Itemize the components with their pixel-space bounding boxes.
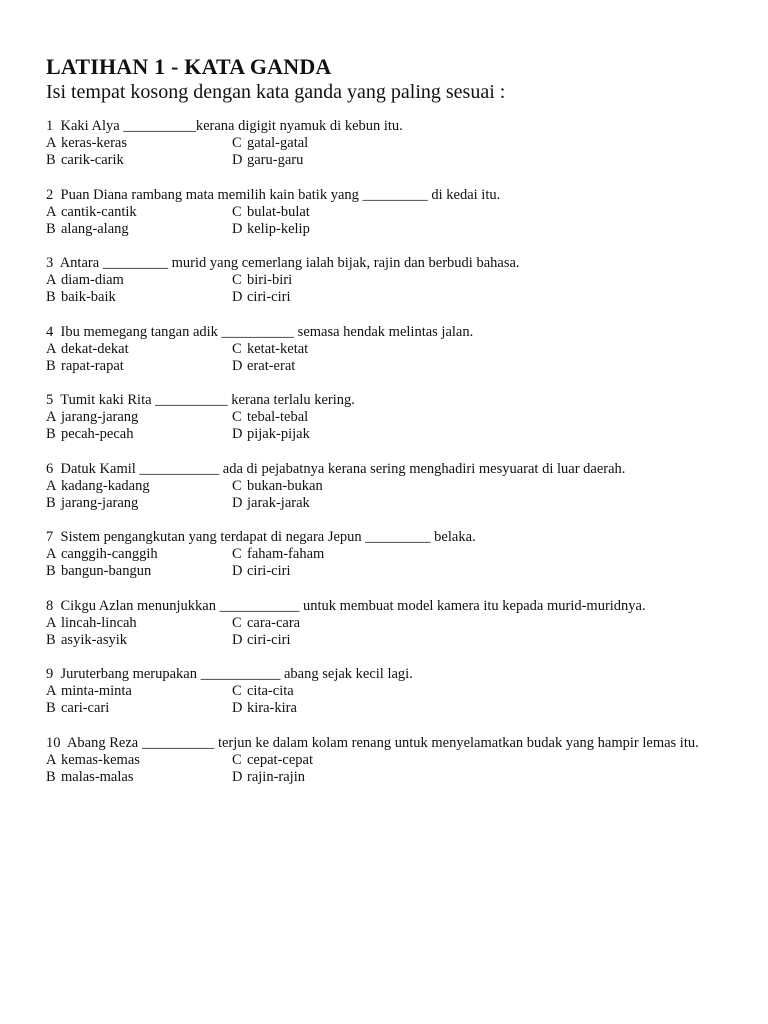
- option-d-text: ciri-ciri: [247, 631, 291, 648]
- option-b: [46, 495, 232, 512]
- option-letter: A: [46, 135, 57, 151]
- option-letter: C: [232, 751, 242, 768]
- option-letter: A: [46, 751, 57, 768]
- option-d-text: pijak-pijak: [247, 426, 310, 442]
- option-row: [46, 546, 736, 563]
- option-b: [46, 152, 232, 169]
- option-row: [46, 426, 736, 443]
- option-row: [46, 409, 736, 426]
- option-row: [46, 358, 736, 375]
- option-c: [232, 272, 292, 289]
- option-letter: B: [46, 563, 56, 579]
- option-row: [46, 752, 736, 769]
- option-b: [46, 563, 232, 580]
- option-b: [46, 426, 232, 443]
- option-d: [232, 152, 303, 169]
- option-letter: B: [46, 494, 56, 511]
- option-c: [232, 546, 324, 563]
- option-c-text: cepat-cepat: [247, 751, 314, 768]
- option-d-text: jarak-jarak: [247, 494, 310, 511]
- option-b-text: jarang-jarang: [61, 494, 139, 511]
- option-a-text: canggih-canggih: [61, 546, 158, 562]
- option-letter: C: [232, 614, 242, 631]
- option-d-text: ciri-ciri: [247, 563, 291, 579]
- option-d-text: kelip-kelip: [247, 220, 310, 237]
- question-text: 9 Juruterbang merupakan ___________ abang sejak kecil lagi.: [46, 666, 413, 682]
- option-b-text: rapat-rapat: [61, 357, 124, 374]
- option-row: [46, 563, 736, 580]
- option-b-text: asyik-asyik: [61, 631, 128, 648]
- option-c-text: tebal-tebal: [247, 409, 309, 425]
- option-letter: C: [232, 135, 242, 151]
- question-item: [46, 392, 736, 443]
- option-d-text: ciri-ciri: [247, 289, 291, 305]
- option-a: [46, 546, 232, 563]
- option-d-text: kira-kira: [247, 700, 297, 716]
- option-letter: A: [46, 477, 57, 494]
- option-c-text: bukan-bukan: [247, 477, 323, 494]
- option-row: [46, 152, 736, 169]
- option-a: [46, 478, 232, 495]
- option-a: [46, 204, 232, 221]
- worksheet-title: LATIHAN 1 - KATA GANDA: [46, 54, 332, 79]
- option-row: [46, 221, 736, 238]
- option-a-text: keras-keras: [61, 135, 128, 151]
- option-a-text: kadang-kadang: [61, 477, 150, 494]
- option-a-text: diam-diam: [61, 272, 124, 288]
- option-a-text: jarang-jarang: [61, 409, 139, 425]
- option-c: [232, 683, 294, 700]
- question-text: 7 Sistem pengangkutan yang terdapat di negara Jepun _________ belaka.: [46, 529, 476, 545]
- option-a: [46, 683, 232, 700]
- option-c-text: cita-cita: [247, 683, 294, 699]
- option-letter: C: [232, 546, 242, 562]
- option-letter: A: [46, 272, 57, 288]
- option-letter: D: [232, 768, 243, 785]
- option-letter: A: [46, 409, 57, 425]
- option-letter: B: [46, 426, 56, 442]
- option-c-text: gatal-gatal: [247, 135, 309, 151]
- option-letter: D: [232, 631, 243, 648]
- option-letter: C: [232, 409, 242, 425]
- option-d-text: rajin-rajin: [247, 768, 305, 785]
- option-letter: D: [232, 563, 243, 579]
- question-list: [46, 118, 736, 786]
- option-d: [232, 426, 310, 443]
- option-b-text: malas-malas: [61, 768, 134, 785]
- option-c-text: faham-faham: [247, 546, 325, 562]
- worksheet-instruction: Isi tempat kosong dengan kata ganda yang paling sesuai :: [46, 81, 506, 103]
- option-b-text: cari-cari: [61, 700, 110, 716]
- question-item: [46, 461, 736, 512]
- option-row: [46, 478, 736, 495]
- option-c: [232, 615, 300, 632]
- option-d-text: erat-erat: [247, 357, 296, 374]
- option-letter: A: [46, 340, 57, 357]
- option-letter: B: [46, 289, 56, 305]
- option-row: [46, 700, 736, 717]
- question-text: 4 Ibu memegang tangan adik __________ semasa hendak melintas jalan.: [46, 323, 474, 340]
- option-a-text: lincah-lincah: [61, 614, 137, 631]
- option-letter: D: [232, 494, 243, 511]
- option-a: [46, 341, 232, 358]
- question-text: 1 Kaki Alya __________kerana digigit nyamuk di kebun itu.: [46, 118, 403, 134]
- option-a: [46, 409, 232, 426]
- option-row: [46, 204, 736, 221]
- option-letter: A: [46, 683, 57, 699]
- option-d: [232, 769, 305, 786]
- option-letter: B: [46, 220, 56, 237]
- question-text: 2 Puan Diana rambang mata memilih kain batik yang _________ di kedai itu.: [46, 186, 501, 203]
- option-letter: D: [232, 289, 243, 305]
- option-b-text: pecah-pecah: [61, 426, 134, 442]
- option-row: [46, 272, 736, 289]
- option-c: [232, 135, 308, 152]
- option-letter: A: [46, 614, 57, 631]
- option-row: [46, 135, 736, 152]
- question-item: [46, 666, 736, 717]
- option-b: [46, 700, 232, 717]
- option-d: [232, 289, 290, 306]
- question-text: 5 Tumit kaki Rita __________ kerana terlalu kering.: [46, 392, 355, 408]
- option-letter: A: [46, 203, 57, 220]
- option-letter: C: [232, 203, 242, 220]
- option-c-text: ketat-ketat: [247, 340, 309, 357]
- option-letter: B: [46, 357, 56, 374]
- option-row: [46, 495, 736, 512]
- option-c-text: biri-biri: [247, 272, 293, 288]
- question-item: [46, 529, 736, 580]
- option-letter: B: [46, 152, 56, 168]
- question-text: 3 Antara _________ murid yang cemerlang ialah bijak, rajin dan berbudi bahasa.: [46, 255, 520, 271]
- option-row: [46, 341, 736, 358]
- option-d: [232, 495, 310, 512]
- option-letter: D: [232, 220, 243, 237]
- option-c: [232, 341, 308, 358]
- worksheet: [46, 54, 736, 803]
- option-c: [232, 478, 323, 495]
- option-b-text: carik-carik: [61, 152, 124, 168]
- option-a: [46, 272, 232, 289]
- option-row: [46, 289, 736, 306]
- option-row: [46, 769, 736, 786]
- option-b: [46, 358, 232, 375]
- option-d: [232, 221, 310, 238]
- option-letter: B: [46, 768, 56, 785]
- question-item: [46, 324, 736, 375]
- question-item: [46, 118, 736, 169]
- option-b-text: baik-baik: [61, 289, 116, 305]
- option-b: [46, 769, 232, 786]
- option-letter: D: [232, 357, 243, 374]
- question-item: [46, 735, 736, 786]
- option-letter: D: [232, 700, 243, 716]
- option-letter: C: [232, 477, 242, 494]
- option-d: [232, 358, 295, 375]
- option-row: [46, 615, 736, 632]
- option-a-text: kemas-kemas: [61, 751, 140, 768]
- option-b: [46, 289, 232, 306]
- question-item: [46, 255, 736, 306]
- option-a: [46, 752, 232, 769]
- option-c-text: cara-cara: [247, 614, 301, 631]
- option-letter: C: [232, 683, 242, 699]
- option-d-text: garu-garu: [247, 152, 304, 168]
- option-b-text: bangun-bangun: [61, 563, 152, 579]
- option-a-text: minta-minta: [61, 683, 132, 699]
- option-letter: B: [46, 631, 56, 648]
- option-b: [46, 221, 232, 238]
- option-letter: D: [232, 152, 243, 168]
- option-row: [46, 683, 736, 700]
- option-c: [232, 752, 313, 769]
- option-a: [46, 615, 232, 632]
- question-text: 8 Cikgu Azlan menunjukkan ___________ untuk membuat model kamera itu kepada murid-muridnya.: [46, 597, 646, 614]
- option-b: [46, 632, 232, 649]
- option-b-text: alang-alang: [61, 220, 129, 237]
- option-d: [232, 632, 290, 649]
- option-letter: C: [232, 272, 242, 288]
- question-text: 10 Abang Reza __________ terjun ke dalam kolam renang untuk menyelamatkan budak yang hampir lemas itu.: [46, 734, 699, 751]
- option-d: [232, 563, 290, 580]
- option-d: [232, 700, 297, 717]
- option-c: [232, 204, 310, 221]
- option-letter: A: [46, 546, 57, 562]
- question-item: [46, 598, 736, 649]
- option-letter: C: [232, 340, 242, 357]
- option-row: [46, 632, 736, 649]
- question-text: 6 Datuk Kamil ___________ ada di pejabatnya kerana sering menghadiri mesyuarat di luar daerah.: [46, 460, 626, 477]
- question-item: [46, 187, 736, 238]
- option-a: [46, 135, 232, 152]
- option-letter: B: [46, 700, 56, 716]
- option-a-text: cantik-cantik: [61, 203, 137, 220]
- option-letter: D: [232, 426, 243, 442]
- option-c-text: bulat-bulat: [247, 203, 310, 220]
- option-c: [232, 409, 308, 426]
- option-a-text: dekat-dekat: [61, 340, 129, 357]
